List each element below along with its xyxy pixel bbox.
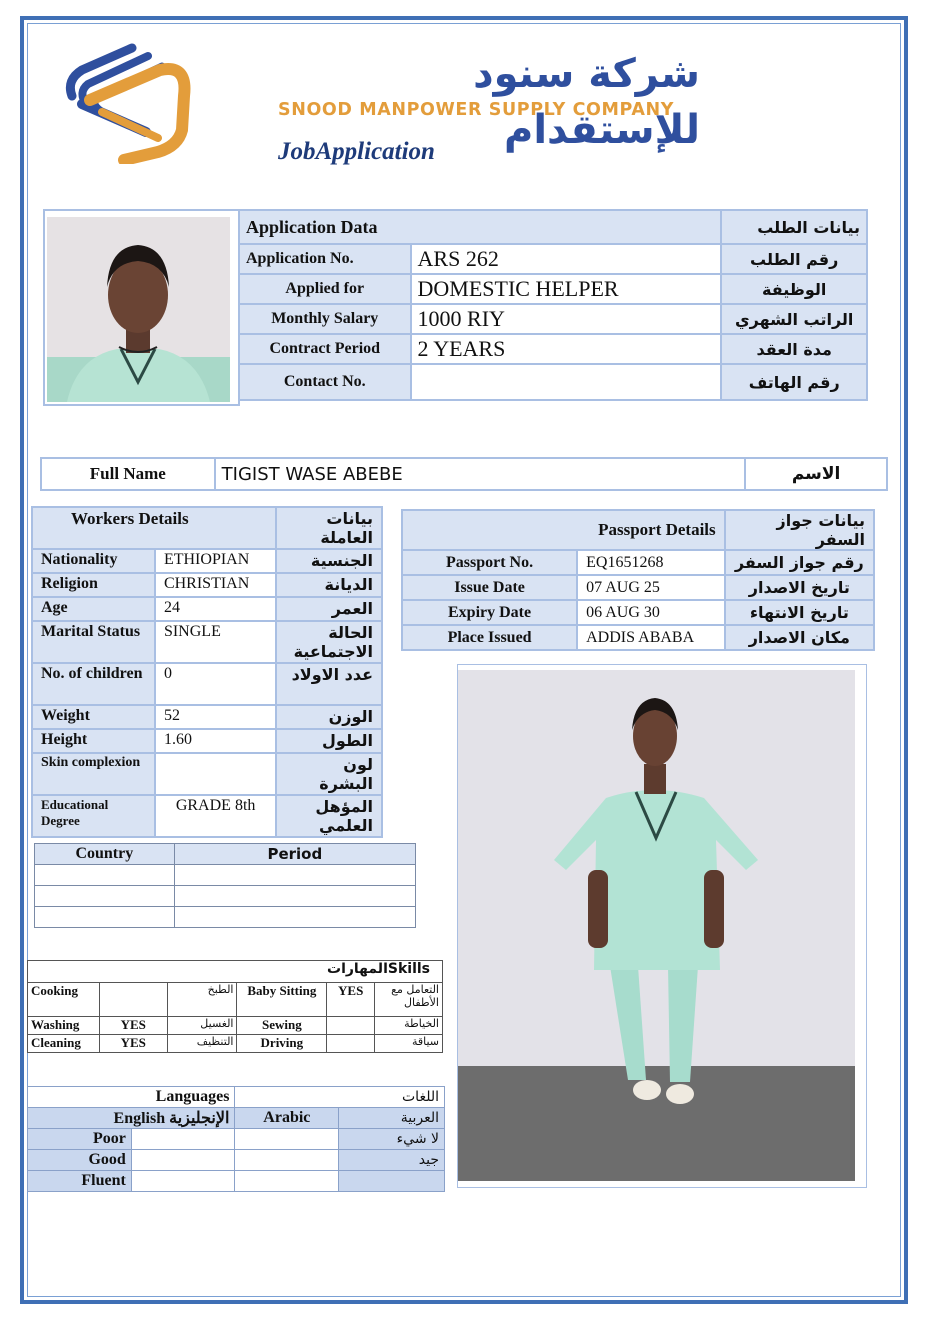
field-label-ar: الراتب الشهري <box>721 304 867 334</box>
washing-value: YES <box>99 1017 167 1035</box>
skill-label: Driving <box>237 1035 327 1053</box>
skill-label-ar: التعامل مع الأطفال <box>375 983 443 1017</box>
company-name-arabic: شركة سنود للإستقدام <box>473 51 700 153</box>
expiry-date-value: 06 AUG 30 <box>577 600 725 625</box>
baby-sitting-value: YES <box>327 983 375 1017</box>
table-row <box>239 334 867 364</box>
experience-table <box>34 843 416 928</box>
field-label-ar: مدة العقد <box>721 334 867 364</box>
level-label-ar: جيد <box>339 1150 445 1171</box>
field-label-ar: تاريخ الانتهاء <box>725 600 874 625</box>
field-label: Skin complexion <box>32 753 155 795</box>
field-label-ar: الوزن <box>276 705 382 729</box>
field-label-ar: الوظيفة <box>721 274 867 304</box>
issue-date-value: 07 AUG 25 <box>577 575 725 600</box>
applicant-portrait-photo <box>47 217 230 402</box>
level-label: Good <box>28 1150 132 1171</box>
table-row <box>32 663 382 705</box>
education-value: GRADE 8th <box>155 795 276 837</box>
workers-details-table <box>31 506 383 838</box>
field-label-ar: مكان الاصدار <box>725 625 874 650</box>
skill-label-ar: الخياطة <box>375 1017 443 1035</box>
table-row <box>402 575 874 600</box>
passport-details-heading-ar: بيانات جواز السفر <box>725 510 874 550</box>
passport-details-heading: Passport Details <box>402 510 725 550</box>
field-label-ar: تاريخ الاصدار <box>725 575 874 600</box>
marital-status-value: SINGLE <box>155 621 276 663</box>
table-row <box>32 621 382 663</box>
field-label-ar: المؤهل العلمي <box>276 795 382 837</box>
table-row <box>402 600 874 625</box>
field-label: Marital Status <box>32 621 155 663</box>
country-column-header: Country <box>35 844 175 865</box>
field-label: Religion <box>32 573 155 597</box>
table-row <box>28 1171 445 1192</box>
field-label: Height <box>32 729 155 753</box>
form-title: JobApplication <box>278 138 435 165</box>
table-row <box>239 364 867 400</box>
languages-heading-ar: اللغات <box>235 1087 445 1108</box>
level-label: Fluent <box>28 1171 132 1192</box>
application-data-table <box>238 209 868 401</box>
level-label: Poor <box>28 1129 132 1150</box>
table-row <box>35 886 416 907</box>
field-label-ar: الديانة <box>276 573 382 597</box>
skills-table <box>27 960 443 1053</box>
full-name-table <box>40 457 888 491</box>
children-value: 0 <box>155 663 276 705</box>
full-body-photo <box>458 670 855 1181</box>
applicant-portrait-frame <box>43 209 240 406</box>
skill-label: Sewing <box>237 1017 327 1035</box>
table-row <box>32 597 382 621</box>
monthly-salary-value: 1000 RIY <box>411 304 722 334</box>
table-row <box>402 625 874 650</box>
full-name-label-ar: الاسم <box>745 458 887 490</box>
skill-label: Washing <box>28 1017 100 1035</box>
field-label: Expiry Date <box>402 600 577 625</box>
field-label: Nationality <box>32 549 155 573</box>
skill-label: Cooking <box>28 983 100 1017</box>
table-row <box>28 1035 443 1053</box>
english-column-header: English الإنجليزية <box>28 1108 235 1129</box>
field-label: Issue Date <box>402 575 577 600</box>
field-label-ar: العمر <box>276 597 382 621</box>
full-name-label: Full Name <box>41 458 215 490</box>
table-row <box>28 1150 445 1171</box>
company-name-english: SNOOD MANPOWER SUPPLY COMPANY <box>278 100 675 120</box>
field-label-ar: لون البشرة <box>276 753 382 795</box>
field-label: Applied for <box>239 274 411 304</box>
table-row <box>35 865 416 886</box>
table-row <box>402 550 874 575</box>
weight-value: 52 <box>155 705 276 729</box>
skill-label-ar: الغسيل <box>167 1017 237 1035</box>
full-name-value: TIGIST WASE ABEBE <box>215 458 746 490</box>
age-value: 24 <box>155 597 276 621</box>
skill-label-ar: الطبخ <box>167 983 237 1017</box>
field-label-ar: الطول <box>276 729 382 753</box>
table-row <box>32 705 382 729</box>
field-label: No. of children <box>32 663 155 705</box>
application-data-heading: Application Data <box>239 210 721 244</box>
company-logo <box>62 40 194 164</box>
passport-details-table <box>401 509 875 651</box>
table-row <box>239 304 867 334</box>
skin-complexion-value <box>155 753 276 795</box>
application-data-heading-ar: بيانات الطلب <box>721 210 867 244</box>
arabic-column-header: Arabic <box>235 1108 339 1129</box>
table-row <box>32 795 382 837</box>
field-label: Monthly Salary <box>239 304 411 334</box>
table-row <box>35 907 416 928</box>
table-row <box>32 573 382 597</box>
field-label-ar: عدد الاولاد <box>276 663 382 705</box>
passport-no-value: EQ1651268 <box>577 550 725 575</box>
nationality-value: ETHIOPIAN <box>155 549 276 573</box>
place-issued-value: ADDIS ABABA <box>577 625 725 650</box>
table-row <box>32 729 382 753</box>
table-row <box>28 1129 445 1150</box>
table-row <box>28 1017 443 1035</box>
field-label: Contact No. <box>239 364 411 400</box>
contact-no-value <box>411 364 722 400</box>
application-no-value: ARS 262 <box>411 244 722 274</box>
driving-value <box>327 1035 375 1053</box>
field-label: Application No. <box>239 244 411 274</box>
level-label-ar <box>339 1171 445 1192</box>
skills-heading-en: Skills <box>387 961 430 977</box>
workers-details-heading-ar: بيانات العاملة <box>276 507 382 549</box>
skill-label-ar: سياقة <box>375 1035 443 1053</box>
contract-period-value: 2 YEARS <box>411 334 722 364</box>
height-value: 1.60 <box>155 729 276 753</box>
field-label: Passport No. <box>402 550 577 575</box>
field-label: Weight <box>32 705 155 729</box>
arabic-column-header-ar: العربية <box>339 1108 445 1129</box>
skills-heading <box>28 961 443 983</box>
table-row <box>32 549 382 573</box>
table-row <box>32 753 382 795</box>
languages-heading: Languages <box>28 1087 235 1108</box>
table-row <box>239 274 867 304</box>
field-label-ar: رقم جواز السفر <box>725 550 874 575</box>
field-label-ar: الحالة الاجتماعية <box>276 621 382 663</box>
field-label: Contract Period <box>239 334 411 364</box>
skill-label: Baby Sitting <box>237 983 327 1017</box>
skill-label: Cleaning <box>28 1035 100 1053</box>
skill-label-ar: التنظيف <box>167 1035 237 1053</box>
period-column-header: Period <box>174 844 415 865</box>
field-label: Educational Degree <box>32 795 155 837</box>
workers-details-heading: Workers Details <box>32 507 276 549</box>
sewing-value <box>327 1017 375 1035</box>
field-label-ar: رقم الطلب <box>721 244 867 274</box>
field-label: Age <box>32 597 155 621</box>
field-label-ar: رقم الهاتف <box>721 364 867 400</box>
level-label-ar: لا شيء <box>339 1129 445 1150</box>
table-row <box>239 244 867 274</box>
cleaning-value: YES <box>99 1035 167 1053</box>
table-row <box>28 983 443 1017</box>
skills-heading-ar: المهارات <box>327 961 388 977</box>
applied-for-value: DOMESTIC HELPER <box>411 274 722 304</box>
cooking-value <box>99 983 167 1017</box>
languages-table <box>27 1086 445 1192</box>
religion-value: CHRISTIAN <box>155 573 276 597</box>
field-label-ar: الجنسية <box>276 549 382 573</box>
field-label: Place Issued <box>402 625 577 650</box>
